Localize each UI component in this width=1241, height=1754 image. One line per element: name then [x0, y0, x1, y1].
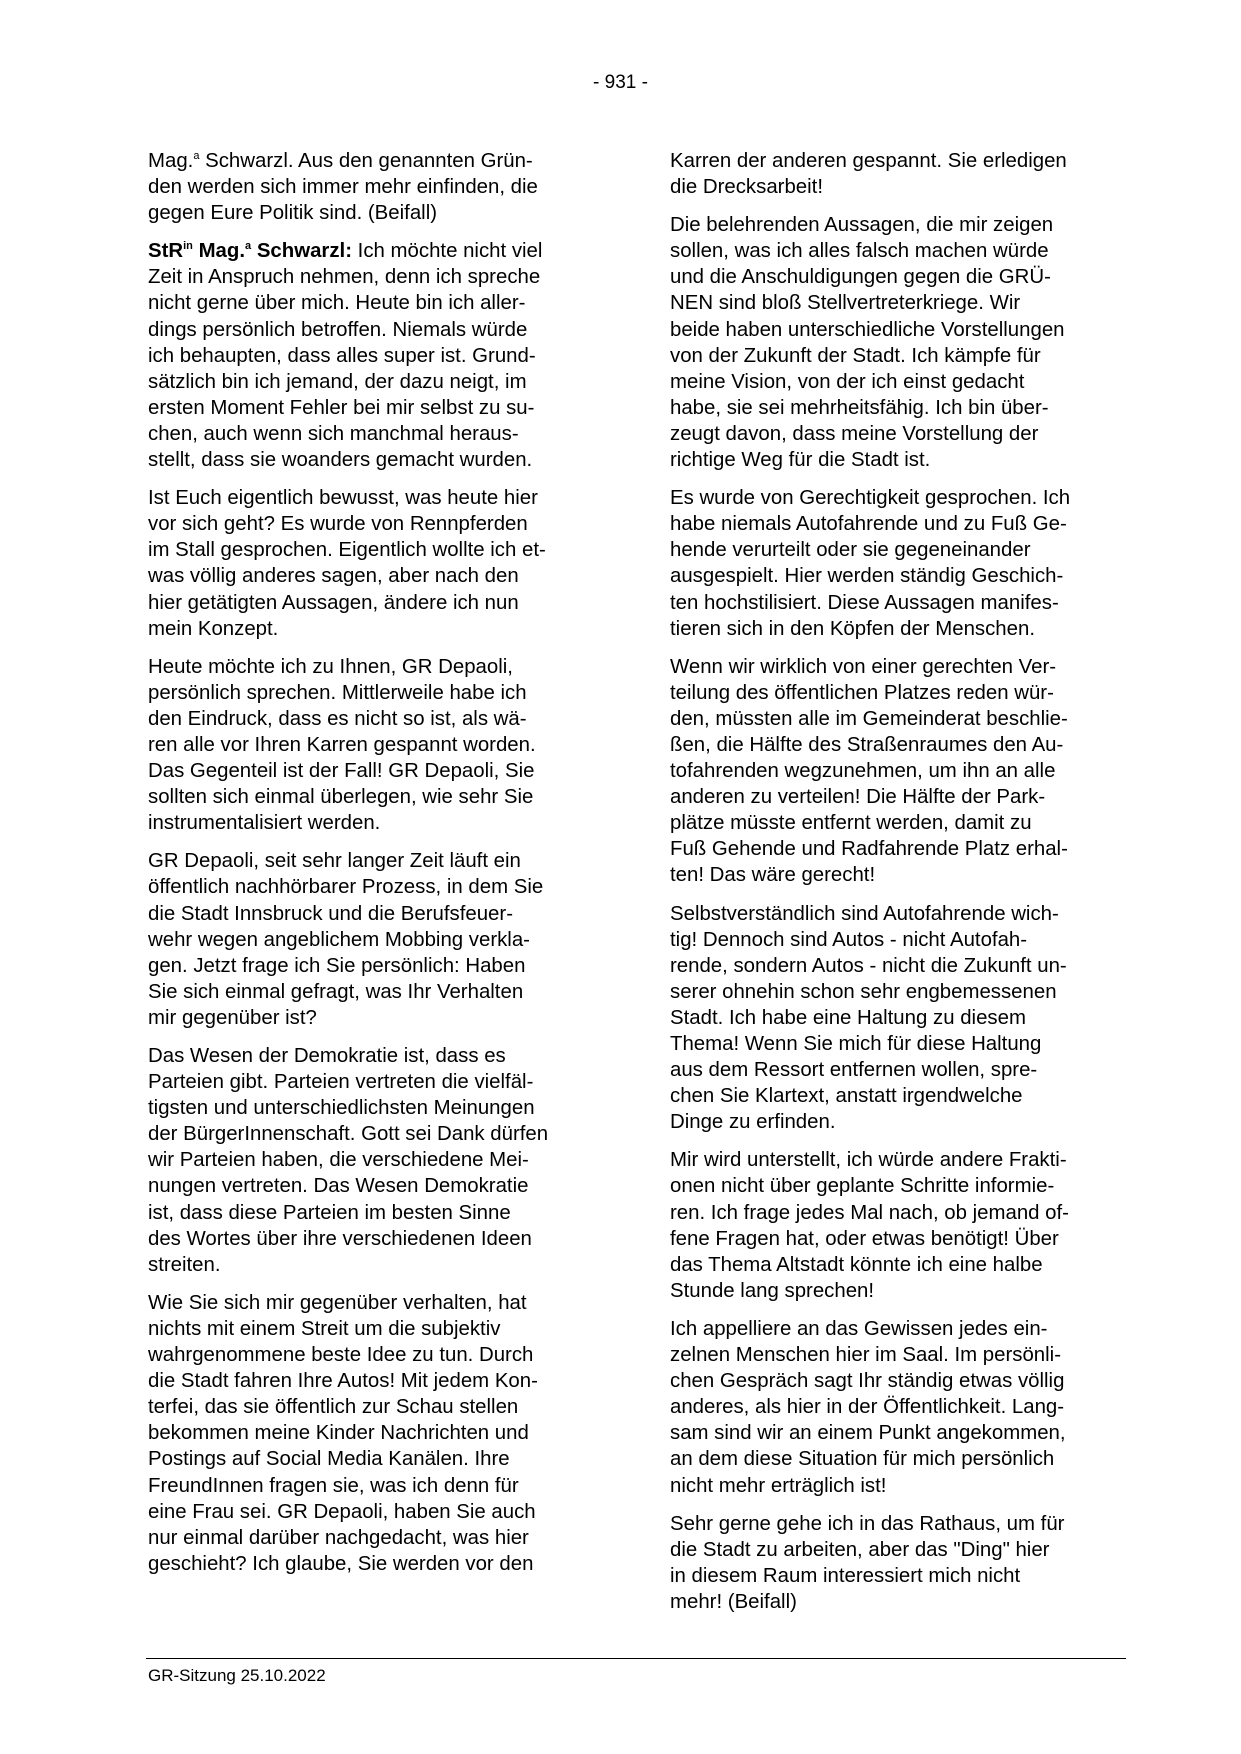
page-number: - 931 -	[593, 72, 648, 93]
paragraph: Es wurde von Gerechtigkeit gesprochen. Ich habe niemals Autofahrende und zu Fuß Ge- hende verurteilt oder sie gegeneinander ausgespielt. Hier werden ständig Geschich- ten hochstilisiert. Diese Aussagen manifes- tieren sich in den Köpfen der Menschen.	[670, 487, 1071, 640]
paragraph: Ist Euch eigentlich bewusst, was heute hier vor sich geht? Es wurde von Rennpferden im Stall gesprochen. Eigentlich wollte ich et- was völlig anderes sagen, aber nach den hier getätigten Aussagen, ändere ich nun mein Konzept.	[148, 487, 546, 640]
speaker-title: Mag.	[148, 150, 194, 172]
speech-paragraph	[148, 238, 596, 473]
paragraph: Wenn wir wirklich von einer gerechten Ver- teilung des öffentlichen Platzes reden wür- den, müssten alle im Gemeinderat beschlie- ßen, die Hälfte des Straßenraumes den Au- tofahrenden wegzunehmen, um ihn an alle anderen zu verteilen! Die Hälfte der Park- plätze müsste entfernt werden, damit zu Fuß Gehende und Radfahrende Platz erhal- ten! Das wäre gerecht!	[670, 655, 1068, 887]
paragraph-text: Schwarzl. Aus den genannten Grün- den werden sich immer mehr einfinden, die gegen Eure Politik sind. (Beifall)	[148, 150, 538, 225]
speaker-label: StR$^{in}$ Mag.$^a$ Schwarzl:	[148, 240, 353, 263]
paragraph: Die belehrenden Aussagen, die mir zeigen sollen, was ich alles falsch machen würde und die Anschuldigungen gegen die GRÜ- NEN sind bloß Stellvertreterkriege. Wir beide haben unterschiedliche Vorstellungen von der Zukunft der Stadt. Ich kämpfe für meine Vision, von der ich einst gedacht habe, sie sei mehrheitsfähig. Ich bin über- zeugt davon, dass meine Vorstellung der richtige Weg für die Stadt ist.	[670, 214, 1065, 472]
paragraph: Heute möchte ich zu Ihnen, GR Depaoli, persönlich sprechen. Mittlerweile habe ich den Eindruck, dass es nicht so ist, als wä- ren alle vor Ihren Karren gespannt worden. Das Gegenteil ist der Fall! GR Depaoli, Sie sollten sich einmal überlegen, wie sehr Sie instrumentalisiert werden.	[148, 655, 536, 835]
paragraph: Selbstverständlich sind Autofahrende wich- tig! Dennoch sind Autos - nicht Autofah- rende, sondern Autos - nicht die Zukunft un- serer ohnehin schon sehr engbemessenen Stadt. Ich habe eine Haltung zu diesem Thema! Wenn Sie mich für diese Haltung aus dem Ressort entfernen wollen, spre- chen Sie Klartext, anstatt irgendwelche Dinge zu erfinden.	[670, 902, 1067, 1134]
paragraph: Sehr gerne gehe ich in das Rathaus, um für die Stadt zu arbeiten, aber das "Ding" hier in diesem Raum interessiert mich nicht mehr! (Beifall)	[670, 1512, 1065, 1613]
left-column	[148, 148, 596, 1589]
footer-divider	[146, 1658, 1126, 1659]
superscript: a	[193, 150, 200, 162]
paragraph: Mir wird unterstellt, ich würde andere Frakti- onen nicht über geplante Schritte informie- ren. Ich frage jedes Mal nach, ob jemand of- fene Fragen hat, oder etwas benötigt! Über das Thema Altstadt könnte ich eine halbe Stunde lang sprechen!	[670, 1149, 1069, 1302]
paragraph	[148, 148, 596, 226]
paragraph-text: Ich möchte nicht viel Zeit in Anspruch nehmen, denn ich spreche nicht gerne über mich. Heute bin ich aller- dings persönlich betroffen. Niemals würde ich behaupten, dass alles super ist. Grund- sätzlich bin ich jemand, der dazu neigt, im ersten Moment Fehler bei mir selbst zu su- chen, auch wenn sich manchmal heraus- stellt, dass sie woanders gemacht wurden.	[148, 240, 543, 472]
paragraph: Das Wesen der Demokratie ist, dass es Parteien gibt. Parteien vertreten die vielfäl- tigsten und unterschiedlichsten Meinungen der BürgerInnenschaft. Gott sei Dank dürfen wir Parteien haben, die verschiedene Mei- nungen vertreten. Das Wesen Demokratie ist, dass diese Parteien im besten Sinne des Wortes über ihre verschiedenen Ideen streiten.	[148, 1045, 549, 1276]
paragraph: Karren der anderen gespannt. Sie erledigen die Drecksarbeit!	[670, 150, 1067, 199]
right-column	[670, 148, 1118, 1627]
paragraph: Ich appelliere an das Gewissen jedes ein- zelnen Menschen hier im Saal. Im persönli- chen Gespräch sagt Ihr ständig etwas völlig anderes, als hier in der Öffentlichkeit. Lang- sam sind wir an einem Punkt angekommen, an dem diese Situation für mich persönlich nicht mehr erträglich ist!	[670, 1317, 1066, 1497]
footer-session-date: GR-Sitzung 25.10.2022	[148, 1666, 326, 1685]
paragraph: Wie Sie sich mir gegenüber verhalten, hat nichts mit einem Streit um die subjektiv wahrgenommene beste Idee zu tun. Durch die Stadt fahren Ihre Autos! Mit jedem Kon- terfei, das sie öffentlich zur Schau stellen bekommen meine Kinder Nachrichten und Postings auf Social Media Kanälen. Ihre FreundInnen fragen sie, was ich denn für eine Frau sei. GR Depaoli, haben Sie auch nur einmal darüber nachgedacht, was hier geschieht? Ich glaube, Sie werden vor den	[148, 1291, 538, 1575]
paragraph: GR Depaoli, seit sehr langer Zeit läuft ein öffentlich nachhörbarer Prozess, in dem Sie die Stadt Innsbruck und die Berufsfeuer- wehr wegen angeblichem Mobbing verkla- gen. Jetzt frage ich Sie persönlich: Haben Sie sich einmal gefragt, was Ihr Verhalten mir gegenüber ist?	[148, 850, 544, 1029]
